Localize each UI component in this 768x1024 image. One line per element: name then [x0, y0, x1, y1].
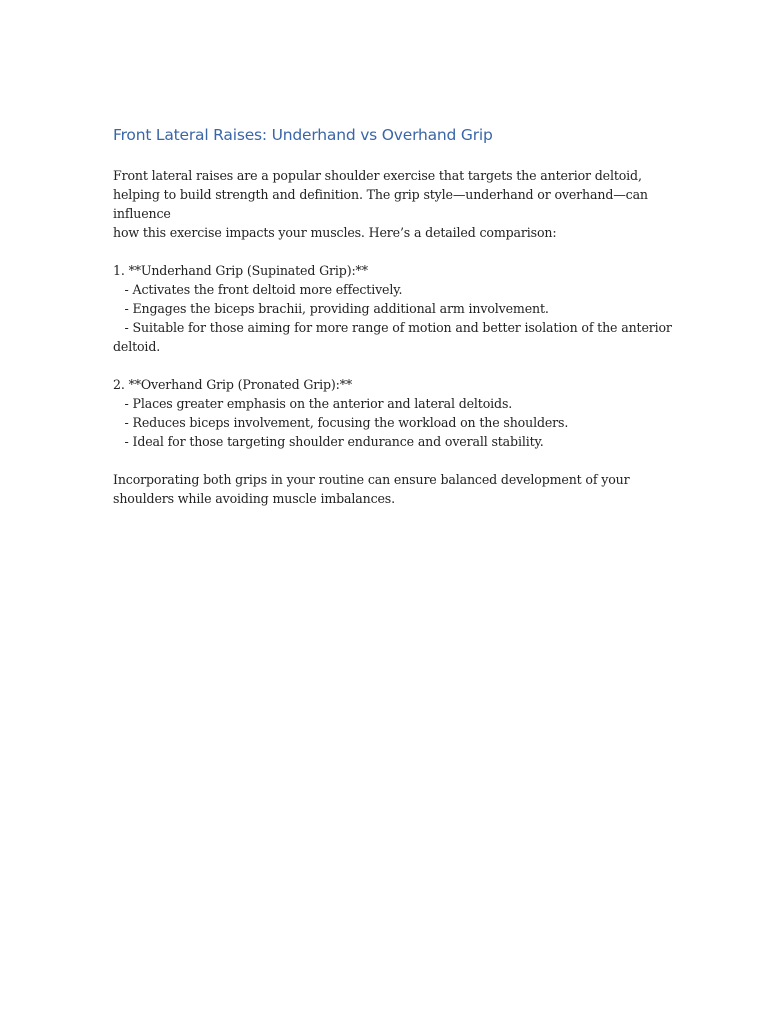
paragraph-gap [113, 242, 643, 261]
intro-line: Front lateral raises are a popular shoulder exercise that targets the anterior deltoid, [113, 168, 642, 183]
overhand-section [113, 375, 643, 451]
paragraph-gap [113, 451, 643, 470]
list-item: - Ideal for those targeting shoulder endurance and overall stability. [113, 434, 544, 449]
underhand-section [113, 261, 672, 356]
conclusion-line: shoulders while avoiding muscle imbalances. [113, 491, 395, 506]
list-item: - Engages the biceps brachii, providing additional arm involvement. [113, 301, 549, 316]
list-item: - Suitable for those aiming for more range of motion and better isolation of the anterior [113, 320, 672, 335]
section-heading-underhand: 1. **Underhand Grip (Supinated Grip):** [113, 263, 368, 278]
section-heading-overhand: 2. **Overhand Grip (Pronated Grip):** [113, 377, 353, 392]
intro-line: influence [113, 206, 171, 221]
document-body [113, 124, 672, 508]
document-title: Front Lateral Raises: Underhand vs Overhand Grip [113, 126, 493, 144]
list-item: - Activates the front deltoid more effectively. [113, 282, 403, 297]
list-item: - Reduces biceps involvement, focusing the workload on the shoulders. [113, 415, 569, 430]
list-item: - Places greater emphasis on the anterior and lateral deltoids. [113, 396, 513, 411]
list-item-continuation: deltoid. [113, 339, 161, 354]
intro-paragraph [113, 166, 648, 242]
conclusion-paragraph [113, 470, 643, 508]
paragraph-gap [113, 356, 643, 375]
conclusion-line: Incorporating both grips in your routine can ensure balanced development of your [113, 472, 630, 487]
intro-line: helping to build strength and definition. The grip style—underhand or overhand—can [113, 187, 648, 202]
intro-line: how this exercise impacts your muscles. Here’s a detailed comparison: [113, 225, 557, 240]
